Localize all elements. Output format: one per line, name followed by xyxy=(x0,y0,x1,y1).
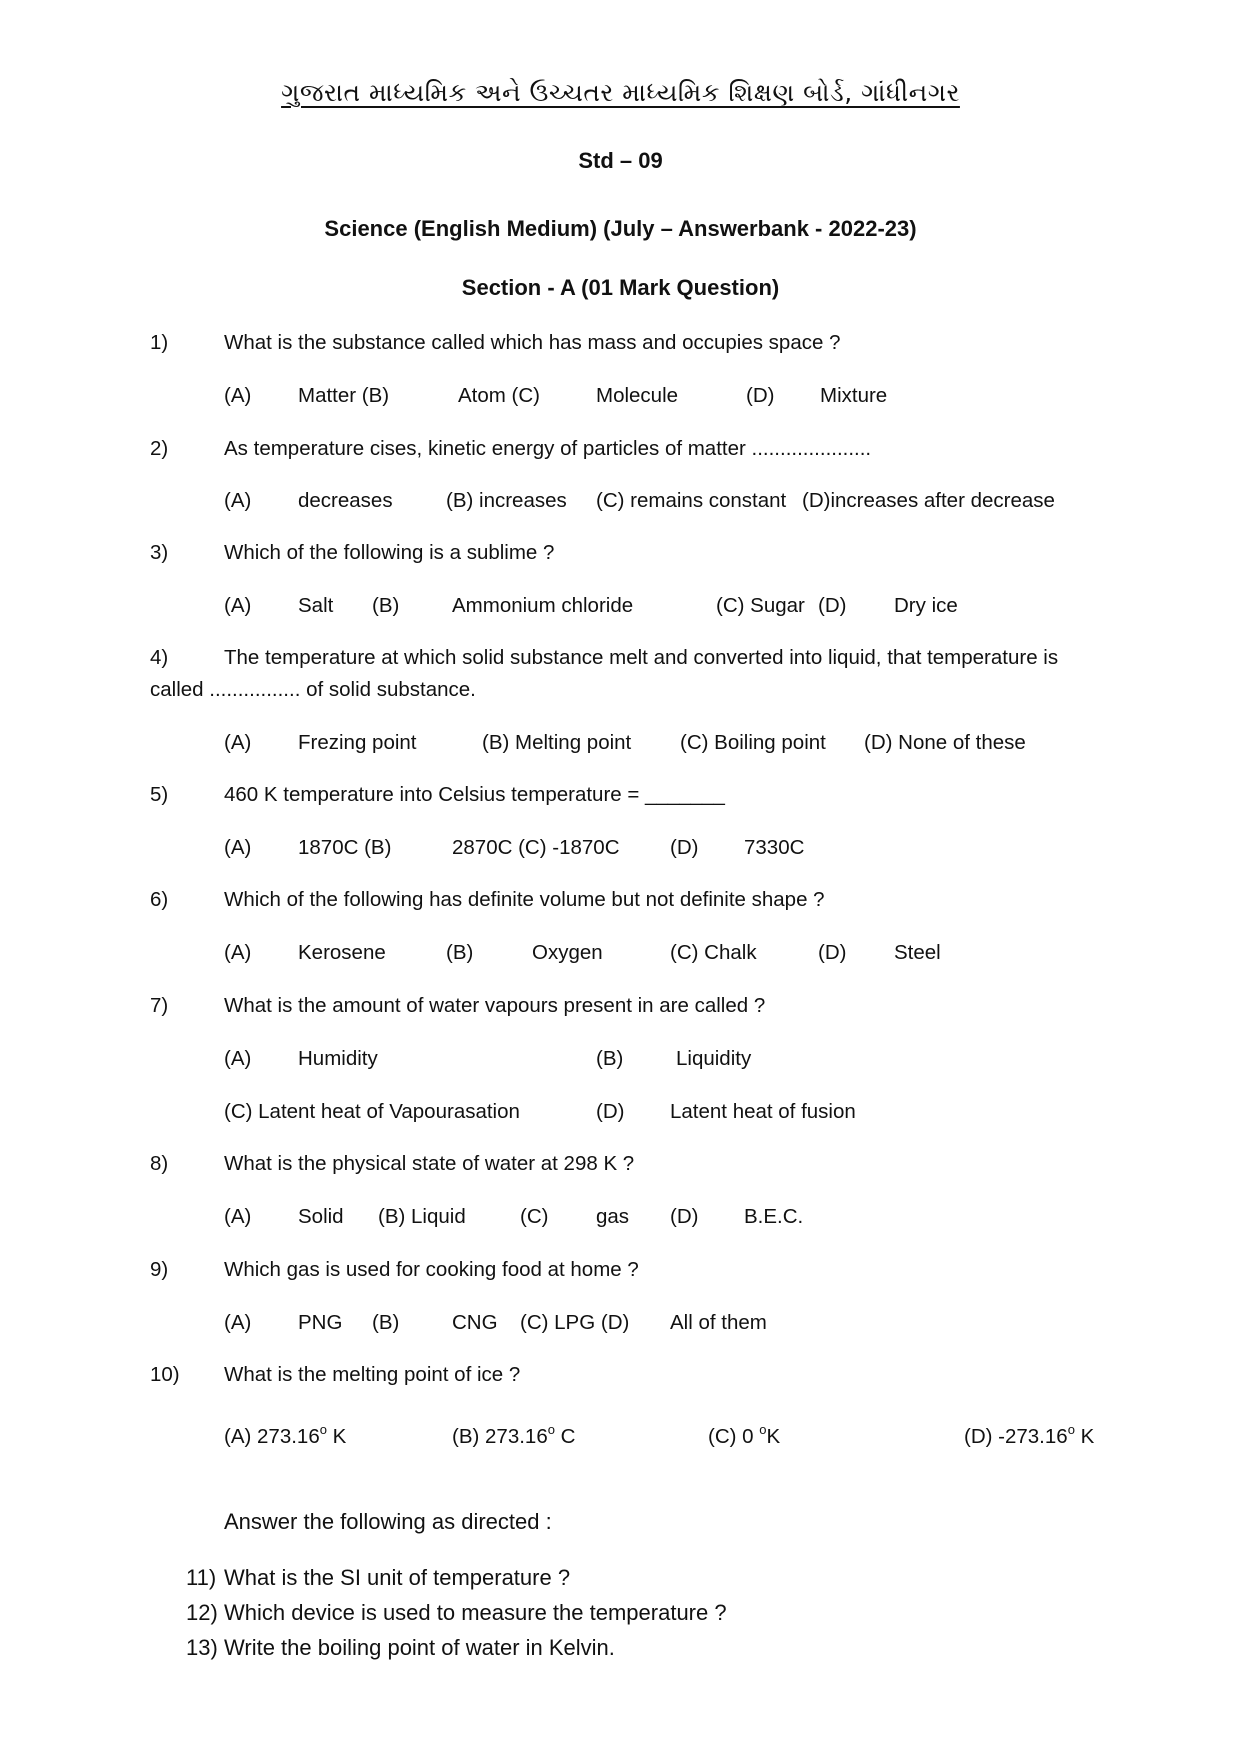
directed-question-text: Which device is used to measure the temperature ? xyxy=(224,1600,727,1625)
option: Oxygen xyxy=(532,941,603,964)
option: (B) increases xyxy=(446,489,567,512)
option: (A) xyxy=(224,1311,252,1334)
question-text: Which of the following is a sublime ? xyxy=(224,541,555,564)
option: Mixture xyxy=(820,384,888,407)
option: (D) xyxy=(670,1205,699,1228)
option: (D) xyxy=(818,594,847,617)
option: (C) xyxy=(520,1205,549,1228)
option: Ammonium chloride xyxy=(452,594,634,617)
temperature-option: (C) 0 $^o$K xyxy=(708,1422,781,1448)
question-text: Which gas is used for cooking food at home ? xyxy=(224,1258,639,1281)
option: Solid xyxy=(298,1205,344,1228)
option: (D) None of these xyxy=(864,731,1026,754)
question-number: 5) xyxy=(150,783,169,806)
option: (B) xyxy=(372,594,400,617)
option: (C) Boiling point xyxy=(680,731,826,754)
option: (A) xyxy=(224,384,252,407)
question-number: 8) xyxy=(150,1152,169,1175)
question-text: Which of the following has definite volume but not definite shape ? xyxy=(224,888,825,911)
question-number: 3) xyxy=(150,541,169,564)
option: CNG xyxy=(452,1311,498,1334)
temperature-option: (A) 273.16$^o$ K xyxy=(224,1422,347,1448)
option: (C) remains constant xyxy=(596,489,787,512)
option: (B) Liquid xyxy=(378,1205,466,1228)
option: Humidity xyxy=(298,1047,378,1070)
option: (A) xyxy=(224,1047,252,1070)
question-number: 4) xyxy=(150,646,169,669)
option: (B) xyxy=(596,1047,624,1070)
option: decreases xyxy=(298,489,393,512)
question-text: What is the physical state of water at 298 K ? xyxy=(224,1152,635,1175)
std-heading: Std – 09 xyxy=(578,148,663,173)
option: (D)increases after decrease xyxy=(802,489,1055,512)
option: (A) xyxy=(224,594,252,617)
option: Matter (B) xyxy=(298,384,390,407)
option: (B) Melting point xyxy=(482,731,632,754)
option: (B) xyxy=(446,941,474,964)
option: (A) xyxy=(224,836,252,859)
question-number: 7) xyxy=(150,994,169,1017)
directed-question-number: 11) xyxy=(186,1565,217,1590)
directed-question-text: Write the boiling point of water in Kelvin. xyxy=(224,1635,615,1660)
question-text: What is the substance called which has mass and occupies space ? xyxy=(224,331,841,354)
option: Molecule xyxy=(596,384,679,407)
question-text-continued: called ................ of solid substance. xyxy=(150,678,476,701)
option: (A) xyxy=(224,489,252,512)
question-number: 6) xyxy=(150,888,169,911)
option: Frezing point xyxy=(298,731,417,754)
option: Atom (C) xyxy=(458,384,540,407)
option: 2870C (C) -1870C xyxy=(452,836,620,859)
option: (B) xyxy=(372,1311,400,1334)
option: (C) Latent heat of Vapourasation xyxy=(224,1100,520,1123)
option: (D) xyxy=(596,1100,625,1123)
option: (C) Sugar xyxy=(716,594,805,617)
option: Steel xyxy=(894,941,941,964)
directed-question-number: 13) xyxy=(186,1635,218,1660)
temperature-option: (D) -273.16$^o$ K xyxy=(964,1422,1095,1448)
section-heading: Section - A (01 Mark Question) xyxy=(461,275,780,300)
option: B.E.C. xyxy=(744,1205,804,1228)
option: (D) xyxy=(746,384,775,407)
option: 1870C (B) xyxy=(298,836,392,859)
option: (C) LPG (D) xyxy=(520,1311,630,1334)
question-number: 10) xyxy=(150,1363,180,1386)
option: (C) Chalk xyxy=(670,941,757,964)
option: gas xyxy=(596,1205,630,1228)
directed-question-number: 12) xyxy=(186,1600,218,1625)
option: Kerosene xyxy=(298,941,386,964)
option: Latent heat of fusion xyxy=(670,1100,856,1123)
option: 7330C xyxy=(744,836,805,859)
option: (A) xyxy=(224,1205,252,1228)
board-title: ગુજરાત માધ્યમિક અને ઉચ્ચતર માધ્યમિક શિક્ષણ બોર્ડ, ગાંધીનગર xyxy=(281,78,960,107)
temperature-option: (B) 273.16$^o$ C xyxy=(452,1422,576,1448)
directed-heading: Answer the following as directed : xyxy=(224,1509,552,1534)
option: Liquidity xyxy=(676,1047,752,1070)
option: Dry ice xyxy=(894,594,958,617)
question-number: 1) xyxy=(150,331,169,354)
question-text: What is the amount of water vapours present in are called ? xyxy=(224,994,766,1017)
option: All of them xyxy=(670,1311,767,1334)
question-text: The temperature at which solid substance melt and converted into liquid, that temperature is xyxy=(224,646,1059,669)
option: PNG xyxy=(298,1311,343,1334)
question-number: 9) xyxy=(150,1258,169,1281)
option: (A) xyxy=(224,941,252,964)
subject-heading: Science (English Medium) (July – Answerbank - 2022-23) xyxy=(324,216,917,241)
option: (A) xyxy=(224,731,252,754)
question-text: 460 K temperature into Celsius temperature = _______ xyxy=(224,783,725,806)
question-text: As temperature cises, kinetic energy of particles of matter ..................... xyxy=(224,437,872,460)
option: (D) xyxy=(670,836,699,859)
option: (D) xyxy=(818,941,847,964)
question-number: 2) xyxy=(150,437,169,460)
option: Salt xyxy=(298,594,334,617)
question-text: What is the melting point of ice ? xyxy=(224,1363,521,1386)
directed-question-text: What is the SI unit of temperature ? xyxy=(224,1565,571,1590)
